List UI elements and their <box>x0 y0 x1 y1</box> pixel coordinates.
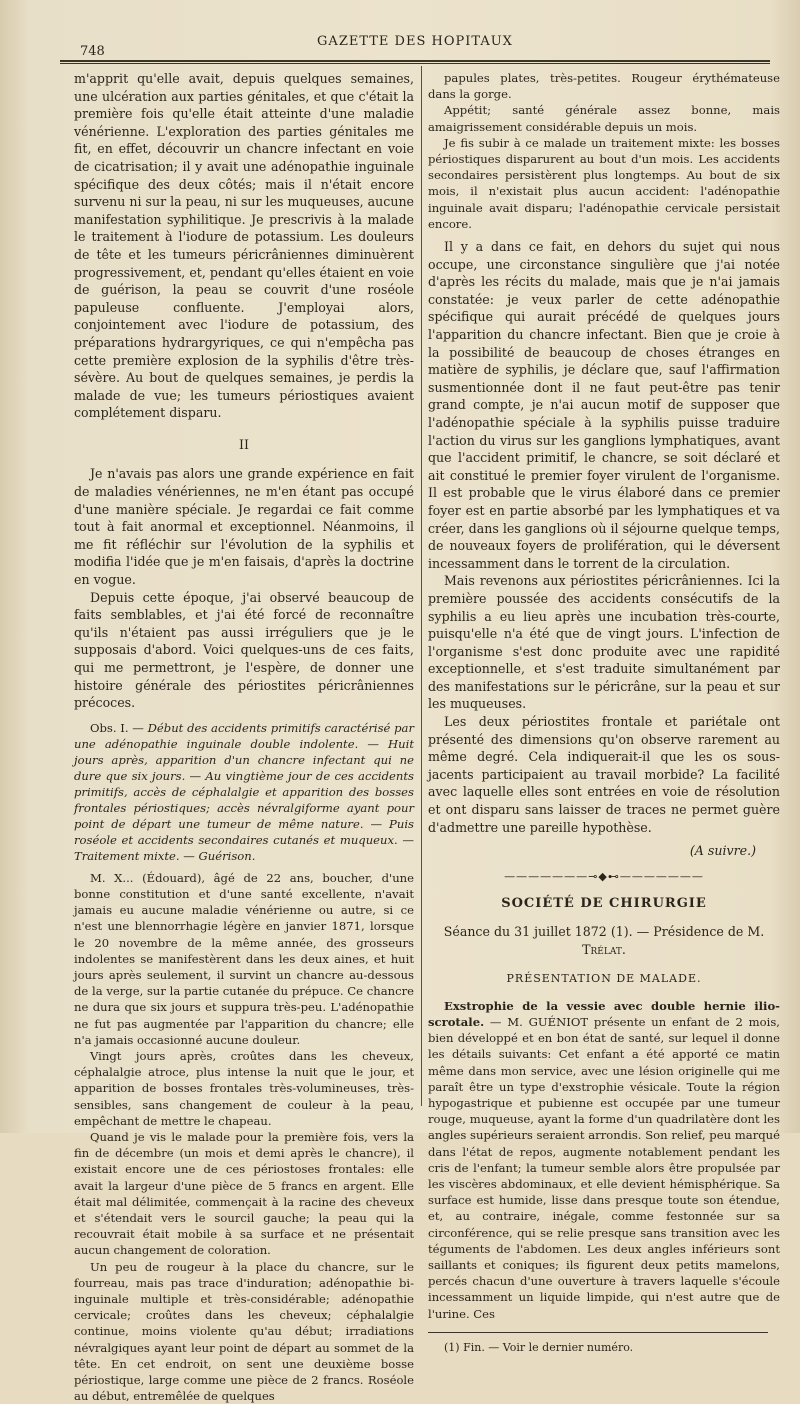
page-header <box>60 34 770 62</box>
case-report <box>74 870 414 1404</box>
header-rule <box>60 63 770 64</box>
right-column <box>428 70 780 1356</box>
observation-text: Début des accidents primitifs caractérisé par une adénopathie inguinale double indolente. — Huit jours après, apparition d'un chancre infectant qui ne dure que six jours. — Au vingtième jour de ces accidents primitifs, accès de céphalalgie et apparition des bosses frontales périostiques; accès névralgiforme ayant pour point de départ une tumeur de même nature. — Puis roséole et accidents secondaires cutanés et muqueux. — Traitement mixte. — Guérison. <box>74 720 414 863</box>
paragraph: Un peu de rougeur à la place du chancre, sur le fourreau, mais pas trace d'induration; adénopathie bi-inguinale multiple et très-considérable; adénopathie cervicale; croûtes dans les cheveux; céphalalgie continue, moins violente qu'au début; irradiations névralgiques ayant leur point de départ au sommet de la tête. En cet endroit, on sent une deuxième bosse périostique, large comme une pièce de 2 francs. Roséole au début, entremêlée de quelques <box>74 1259 414 1404</box>
paragraph: Les deux périostites frontale et pariétale ont présenté des dimensions qu'on observe rarement au même degré. Cela indiquerait-il que les os sous-jacents participaient au travail morbide? La facilité avec laquelle elles sont entrées en voie de résolution et ont disparu sans laisser de traces ne permet guère d'admettre une pareille hypothèse. <box>428 714 780 835</box>
paragraph: Quand je vis le malade pour la première fois, vers la fin de décembre (un mois et demi après le chancre), il existait encore une de ces périostoses frontales: elle avait la largeur d'une pièce de 5 francs en argent. Elle était mal délimitée, commençait à la racine des cheveux et s'étendait vers le sourcil gauche; la peau qui la recouvrait était mobile à sa surface et ne présentait aucun changement de coloration. <box>74 1130 414 1258</box>
paragraph: Il y a dans ce fait, en dehors du sujet qui nous occupe, une circonstance singulière que j'ai notée d'après les récits du malade, mais que je n'ai jamais constatée: je veux parler de cette adénopathie spécifique qui aurait précédé de quelques jours l'apparition du chancre infectant. Bien que je croie à la possibilité de beaucoup de choses étranges en matière de syphilis, je déclare que, sauf l'affirmation susmentionnée dont il ne faut peut-être pas tenir grand compte, je n'ai aucun motif de supposer que l'adénopathie spéciale à la syphilis puisse traduire l'action du virus sur les ganglions lymphatiques, avant que l'accident primitif, le chancre, se soit déclaré et ait constitué le premier foyer virulent de l'organisme. Il est probable que le virus élaboré dans ce premier foyer est en partie absorbé par les lymphatiques et va créer, dans les ganglions où il séjourne quelque temps, de nouveaux foyers de prolifération, qui le déversent incessamment dans le torrent de la circulation. <box>428 239 780 571</box>
presenter-name: GUÉNIOT <box>528 1014 589 1029</box>
paragraph: Appétit; santé générale assez bonne, mais amaigrissement considérable depuis un mois. <box>428 103 780 134</box>
paragraph: Je n'avais pas alors une grande expérience en fait de maladies vénériennes, ne m'en étant pas occupé d'une manière spéciale. Je regardai ce fait comme tout à fait anormal et exceptionnel. Néanmoins, il me fit réfléchir sur l'évolution de la syphilis et modifia l'idée que je m'en faisais, d'après la doctrine en vogue. <box>74 466 414 588</box>
presentation-report <box>428 998 780 1322</box>
case-report-continued <box>428 70 780 232</box>
observation-label: Obs. I. — <box>90 720 144 735</box>
paragraph: Je fis subir à ce malade un traitement mixte: les bosses périostiques disparurent au bout d'un mois. Les accidents secondaires persistèrent plus longtemps. Au bout de six mois, il n'existait plus aucun accident: l'adénopathie inguinale avait disparu; l'adénopathie cervicale persistait encore. <box>428 135 780 231</box>
paragraph: m'apprit qu'elle avait, depuis quelques semaines, une ulcération aux parties génitales, et que c'était la première fois qu'elle était atteinte d'une maladie vénérienne. L'exploration des parties génitales me fit, en effet, découvrir un chancre infectant en voie de cicatrisation; il y avait une adénopathie inguinale spécifique des deux côtés; mais il n'était encore survenu ni sur la peau, ni sur les muqueuses, aucune manifestation syphilitique. Je prescrivis à la malade le traitement à l'iodure de potassium. Les douleurs de tête et les tumeurs péricrâniennes diminuèrent progressivement, et, pendant qu'elles étaient en voie de guérison, la peau se couvrit d'une roséole papuleuse confluente. J'employai alors, conjointement avec l'iodure de potassium, des préparations hydrargyriques, ce qui n'empêcha pas cette première explosion de la syphilis d'être très-sévère. Au bout de quelques semaines, je perdis la malade de vue; les tumeurs périostiques avaient complétement disparu. <box>74 71 415 421</box>
journal-title: GAZETTE DES HOPITAUX <box>317 34 513 49</box>
column-divider <box>421 66 422 1106</box>
session-text: Séance du 31 juillet 1872 (1). — Présidence de M. <box>443 924 765 939</box>
case-text: présente un enfant de 2 mois, bien développé et en bon état de santé, sur lequel il donne les détails suivants: Cet enfant a été apporté ce matin même dans mon service, avec une lésion originelle qui me paraît être un type d'exstrophie vésicale. Toute la région hypogastrique et pubienne est occupée par une tumeur rouge, muqueuse, ayant la forme d'un quadrilatère dont les angles supérieurs seraient arrondis. Son relief, peu marqué dans l'état de repos, augmente notablement pendant les cris de l'enfant; la tumeur semble alors être propulsée par les viscères abdominaux, et elle devient hémisphérique. Sa surface est humide, lisse dans presque toute son étendue, et, au contraire, inégale, comme festonnée sur sa circonférence, qui se relie presque sans transition avec les téguments de l'abdomen. Les deux angles inférieurs sont saillants et coniques; ils figurent deux petits mamelons, percés chacun d'une ouverture à travers laquelle s'écoule incessamment un liquide limpide, qui n'est autre que de l'urine. Ces <box>428 1014 780 1321</box>
case-dash: — M. <box>484 1014 529 1029</box>
footnote-rule <box>428 1332 768 1333</box>
paragraph: M. X... (Édouard), âgé de 22 ans, boucher, d'une bonne constitution et d'une santé excellente, n'avait jamais eu aucune maladie vénérienne ou autre, si ce n'est une blennorrhagie légère en janvier 1871, lorsque le 20 novembre de la même année, des grosseurs indolentes se manifestèrent dans les deux aines, et huit jours après seulement, il survint un chancre au-dessous de la verge, sur la partie cutanée du prépuce. Ce chancre ne dura que six jours et suppura très-peu. L'adénopathie ne fut pas augmentée par l'apparition du chancre; elle n'a jamais occasionné aucune douleur. <box>74 870 414 1047</box>
page-number: 748 <box>80 44 105 59</box>
section-heading: II <box>239 436 249 452</box>
observation-summary <box>74 720 414 864</box>
paragraph: Mais revenons aux périostites péricrâniennes. Ici la première poussée des accidents consécutifs de la syphilis a eu lieu après une incubation très-courte, puisqu'elle n'a été que de vingt jours. L'infection de l'organisme s'est donc produite avec une rapidité exceptionnelle, et s'est traduite simultanément par des manifestations sur le péricrâne, sur la peau et sur les muqueuses. <box>428 573 780 712</box>
case-title: Exstrophie de la vessie avec double hernie ilio-scrotale. <box>428 998 780 1029</box>
society-heading: SOCIÉTÉ DE CHIRURGIE <box>501 896 707 912</box>
to-be-continued: (A suivre.) <box>689 843 756 859</box>
ornament-divider: ———————⊸◆⊷——————— <box>504 869 704 883</box>
paragraph: Vingt jours après, croûtes dans les cheveux, céphalalgie atroce, plus intense la nuit que le jour, et apparition de bosses frontales très-volumineuses, très-sensibles, sans changement de couleur à la peau, empêchant de mettre le chapeau. <box>74 1049 414 1128</box>
paragraph: papules plates, très-petites. Rougeur érythémateuse dans la gorge. <box>428 71 780 102</box>
paragraph <box>428 998 780 1322</box>
footnote: (1) Fin. — Voir le dernier numéro. <box>444 1340 634 1354</box>
paragraph: Depuis cette époque, j'ai observé beaucoup de faits semblables, et j'ai été forcé de reconnaître qu'ils n'étaient pas aussi irréguliers que je le supposais d'abord. Voici quelques-uns de ces faits, qui me permettront, je l'espère, de donner une histoire générale des périostites péricrâniennes précoces. <box>74 589 414 711</box>
president-name: Trélat. <box>582 941 626 957</box>
presentation-heading: PRÉSENTATION DE MALADE. <box>506 972 702 986</box>
left-column <box>74 70 414 1404</box>
session-line <box>428 923 780 958</box>
